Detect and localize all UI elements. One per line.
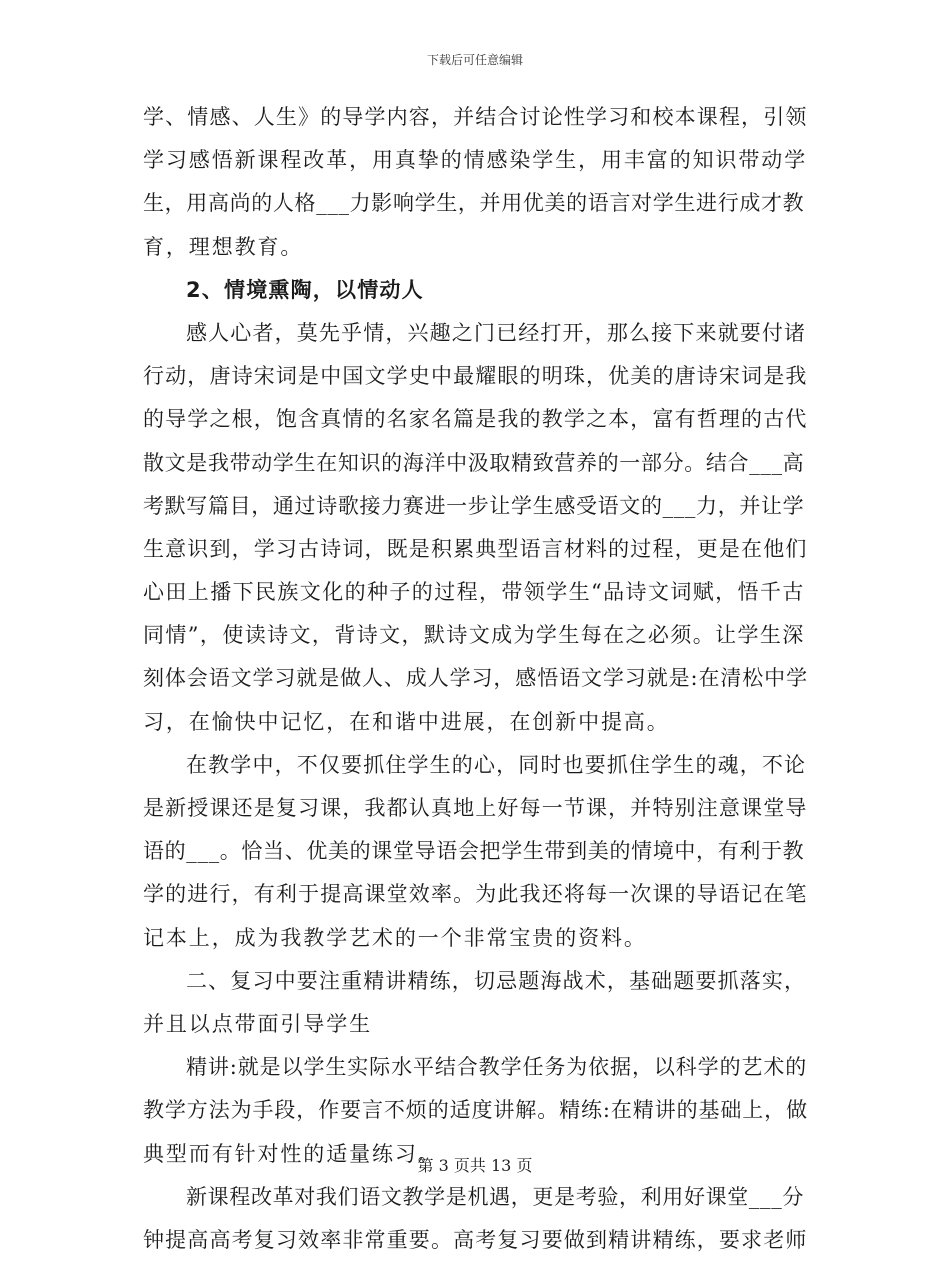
text-line: 散文是我带动学生在知识的海洋中汲取精致营养的一部分。结合___高 — [143, 450, 805, 475]
page-number-footer: 第 3 页共 13 页 — [417, 1156, 533, 1175]
text-line: 学、情感、人生》的导学内容，并结合讨论性学习和校本课程，引领 — [143, 105, 808, 129]
page-header-note: 下载后可任意编辑 — [426, 53, 523, 67]
text-line: 钟提高高考复习效率非常重要。高考复习要做到精讲精练，要求老师 — [143, 1227, 808, 1252]
text-line: 是新授课还是复习课，我都认真地上好每一节课，并特别注意课堂导 — [143, 796, 808, 820]
text-line: 语的___。恰当、优美的课堂导语会把学生带到美的情境中，有利于教 — [143, 839, 805, 864]
text-line: 在教学中，不仅要抓住学生的心，同时也要抓住学生的魂，不论 — [186, 752, 807, 777]
text-line: 典型而有针对性的适量练习。 — [143, 1141, 441, 1166]
text-line: 记本上，成为我教学艺术的一个非常宝贵的资料。 — [143, 925, 647, 950]
text-line: 心田上播下民族文化的种子的过程，带领学生“品诗文词赋，悟千古 — [143, 580, 805, 605]
text-line: 行动，唐诗宋词是中国文学史中最耀眼的明珠，优美的唐诗宋词是我 — [143, 364, 808, 389]
text-line: 新课程改革对我们语文教学是机遇，更是考验，利用好课堂___分 — [186, 1184, 804, 1209]
text-line: 考默写篇目，通过诗歌接力赛进一步让学生感受语文的___力，并让学 — [143, 493, 805, 518]
text-line: 的导学之根，饱含真情的名家名篇是我的教学之本，富有哲理的古代 — [143, 407, 808, 432]
text-line: 学习感悟新课程改革，用真挚的情感染学生，用丰富的知识带动学 — [143, 148, 808, 173]
text-line: 同情”，使读诗文，背诗文，默诗文成为学生每在之必须。让学生深 — [143, 623, 805, 648]
text-line: 习，在愉快中记忆，在和谐中进展，在创新中提高。 — [143, 709, 670, 734]
text-line: 生意识到，学习古诗词，既是积累典型语言材料的过程，更是在他们 — [143, 536, 808, 561]
text-line: 二、复习中要注重精讲精练，切忌题海战术，基础题要抓落实， — [186, 968, 807, 993]
text-line: 教学方法为手段，作要言不烦的适度讲解。精练:在精讲的基础上，做 — [143, 1098, 808, 1123]
text-line: 精讲:就是以学生实际水平结合教学任务为依据，以科学的艺术的 — [186, 1055, 808, 1080]
text-line: 并且以点带面引导学生 — [143, 1011, 372, 1036]
text-line: 感人心者，莫先乎情，兴趣之门已经打开，那么接下来就要付诸 — [186, 320, 807, 345]
section-heading: 2、情境熏陶，以情动人 — [186, 277, 424, 302]
text-line: 生，用高尚的人格___力影响学生，并用优美的语言对学生进行成才教 — [143, 191, 805, 216]
text-line: 学的进行，有利于提高课堂效率。为此我还将每一次课的导语记在笔 — [143, 882, 808, 907]
text-line: 刻体会语文学习就是做人、成人学习，感悟语文学习就是:在清松中学 — [143, 666, 808, 691]
document-body — [143, 96, 811, 1262]
text-line: 育，理想教育。 — [143, 234, 304, 259]
